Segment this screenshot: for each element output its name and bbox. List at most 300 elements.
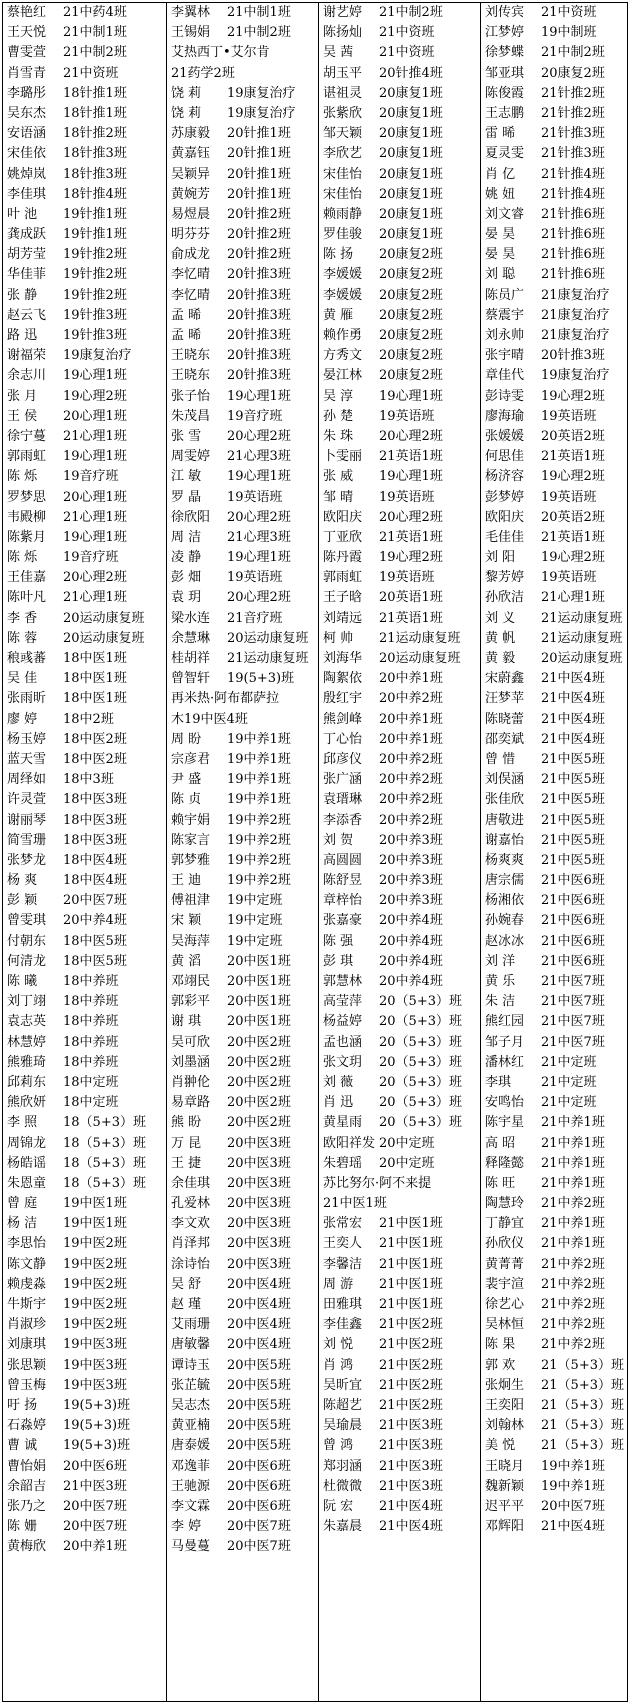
table-row: [481, 629, 627, 649]
student-name: 王 迪: [171, 873, 202, 889]
table-row: [319, 992, 480, 1012]
student-name: 谭诗玉: [171, 1357, 211, 1373]
table-row: [167, 1113, 318, 1133]
student-name: 陈舒昱: [323, 873, 363, 889]
class-name: 21中医3班: [379, 1478, 443, 1494]
student-name: 郭雨虹: [7, 449, 47, 465]
table-column-4: [481, 3, 627, 1701]
student-name: 张广涵: [323, 772, 363, 788]
class-name: 21英语1班: [379, 449, 443, 465]
table-row: [319, 932, 480, 952]
class-name: 21中医5班: [541, 792, 605, 808]
student-name: 曹怡娟: [7, 1458, 47, 1474]
table-row: [3, 730, 166, 750]
table-row: [319, 1315, 480, 1335]
class-name: 20中医5班: [227, 1377, 291, 1393]
student-name: 江梦婷: [485, 25, 525, 41]
table-row: [167, 1396, 318, 1416]
student-name: 蔡震宇: [485, 307, 525, 323]
class-name: 21康复治疗: [541, 307, 610, 323]
student-name: 彭 颖: [7, 893, 38, 909]
table-row: [319, 1255, 480, 1275]
table-row: [167, 407, 318, 427]
table-row: [167, 932, 318, 952]
table-row: [481, 669, 627, 689]
table-row: [3, 346, 166, 366]
table-row: [3, 1376, 166, 1396]
student-name: 邱莉东: [7, 1074, 47, 1090]
class-name: 20中养3班: [379, 832, 443, 848]
table-row: [481, 1477, 627, 1497]
class-name: 21针推6班: [541, 267, 605, 283]
table-row: [481, 1214, 627, 1234]
table-row: [319, 730, 480, 750]
table-row: [481, 144, 627, 164]
student-name: 郑羽涵: [323, 1458, 363, 1474]
table-row: [167, 1174, 318, 1194]
student-name: 周绎如: [7, 772, 47, 788]
table-row: [481, 1234, 627, 1254]
student-name: 吴东杰: [7, 105, 47, 121]
class-name: 19英语班: [379, 489, 435, 505]
student-name: 袁瑨琳: [323, 792, 363, 808]
class-name: 21中定班: [541, 1054, 597, 1070]
student-name: 艾雨珊: [171, 1317, 211, 1333]
class-name: 21英语1班: [541, 449, 605, 465]
student-name: 宋佳依: [7, 146, 47, 162]
student-name: 彭 畑: [171, 570, 202, 586]
student-name: 陈家言: [171, 832, 211, 848]
class-name: 21中养1班: [541, 1155, 605, 1171]
class-name: 20康复1班: [379, 146, 443, 162]
class-name: 20中养4班: [379, 933, 443, 949]
student-name: 李添香: [323, 812, 363, 828]
table-row: [481, 891, 627, 911]
class-name: 21中定班: [541, 1074, 597, 1090]
student-name: 张思颖: [7, 1357, 47, 1373]
table-row: [3, 245, 166, 265]
student-name: 李欣艺: [323, 146, 363, 162]
class-name: 21中药4班: [63, 5, 127, 20]
class-name: 21中医5班: [541, 852, 605, 868]
table-row: [319, 1356, 480, 1376]
student-name: 朱茂昌: [171, 408, 211, 424]
class-name: 20心理2班: [63, 570, 127, 586]
student-name: 唐宗儒: [485, 873, 525, 889]
class-name: 19英语班: [541, 570, 597, 586]
student-name: 陶絮依: [323, 671, 363, 687]
student-name: 李 香: [7, 610, 38, 626]
student-name: 孟 晞: [171, 328, 202, 343]
table-row: [167, 508, 318, 528]
table-row: [319, 1376, 480, 1396]
table-row: [167, 790, 318, 810]
student-name: 曹 诚: [7, 1438, 38, 1454]
class-name: 20心理2班: [227, 509, 291, 525]
student-name: 刘文睿: [485, 206, 525, 222]
class-name: 20中医3班: [227, 1236, 291, 1252]
table-row: [167, 548, 318, 568]
student-name: 王子晗: [323, 590, 363, 606]
student-name: 晏 昊: [485, 247, 516, 263]
table-row: [167, 528, 318, 548]
table-row: [481, 1416, 627, 1436]
class-name: 20针推3班: [541, 348, 605, 364]
table-row: [481, 1497, 627, 1517]
class-name: 21针推6班: [541, 227, 605, 243]
table-row: [167, 265, 318, 285]
table-row: [3, 831, 166, 851]
class-name: 19(5+3)班: [63, 1418, 131, 1434]
table-row: [481, 1275, 627, 1295]
class-name: 21中医4班: [541, 731, 605, 747]
class-name: 21中制2班: [541, 45, 605, 61]
class-name: 19心理1班: [63, 529, 127, 545]
class-name: 20（5+3）班: [379, 1115, 462, 1131]
table-row: [481, 1012, 627, 1032]
student-name: 张雨昕: [7, 691, 47, 707]
class-name: 20中医3班: [227, 1256, 291, 1272]
table-row: [3, 225, 166, 245]
class-name: 21中医2班: [379, 1317, 443, 1333]
table-row: [3, 992, 166, 1012]
student-name: 陈 旺: [485, 1175, 516, 1191]
class-name: 21中制1班: [63, 25, 127, 41]
class-name: 19中养1班: [227, 731, 291, 747]
class-name: 21康复治疗: [541, 287, 610, 303]
table-row: [167, 1315, 318, 1335]
student-name: 蔡艳红: [7, 5, 47, 20]
class-name: 18（5+3）班: [63, 1115, 146, 1131]
class-name: 21中医3班: [63, 1478, 127, 1494]
class-name: 20中医2班: [227, 1054, 291, 1070]
table-row: [3, 407, 166, 427]
student-name: 邓翊民: [171, 974, 211, 989]
class-name: 21中医2班: [379, 1357, 443, 1373]
class-name: 18中医5班: [63, 953, 127, 969]
table-row: [319, 43, 480, 63]
table-row: [481, 1194, 627, 1214]
table-row: [3, 3, 166, 23]
table-row: [167, 952, 318, 972]
student-name: 杨湘依: [485, 893, 525, 909]
table-row: [3, 1033, 166, 1053]
class-name: 21（5+3）班: [541, 1397, 624, 1413]
table-row: [167, 447, 318, 467]
table-row: [481, 427, 627, 447]
class-name: 21中医1班: [379, 1276, 443, 1292]
student-name: 王锡娟: [171, 25, 211, 41]
student-name: 肖 鸿: [323, 1357, 354, 1373]
class-name: 20中医3班: [227, 1196, 291, 1212]
table-row: [3, 629, 166, 649]
class-name: 21针推2班: [541, 105, 605, 121]
class-name: 21英语1班: [541, 529, 605, 545]
table-row: [167, 43, 318, 63]
student-name: 欧阳庆: [485, 509, 525, 525]
table-row: [167, 64, 318, 84]
table-row: [319, 124, 480, 144]
table-row: [481, 1033, 627, 1053]
student-name: 赖作勇: [323, 328, 363, 343]
student-name: 苏康毅: [171, 126, 211, 142]
class-name: 20康复2班: [541, 65, 605, 81]
table-row: [167, 165, 318, 185]
table-row: [319, 1517, 480, 1537]
class-name: 19中定班: [227, 913, 283, 929]
table-row: [3, 508, 166, 528]
student-name: 曾 庭: [7, 1196, 38, 1212]
student-name: 周 洁: [171, 529, 202, 545]
class-name: 19中医2班: [63, 1276, 127, 1292]
class-name: 20心理2班: [379, 428, 443, 444]
class-name: 20针推1班: [227, 146, 291, 162]
class-name: 20中医7班: [227, 1539, 291, 1555]
table-row: [481, 568, 627, 588]
table-row: [319, 790, 480, 810]
table-row: [3, 851, 166, 871]
class-name: 21中养2班: [541, 1256, 605, 1272]
class-name: 19中医2班: [63, 1236, 127, 1252]
student-name: 卜雯丽: [323, 449, 363, 465]
table-row: [3, 104, 166, 124]
table-row: [167, 609, 318, 629]
class-name: 21中资班: [63, 65, 119, 81]
class-name: 18中医3班: [63, 792, 127, 808]
table-row: [167, 1356, 318, 1376]
class-name: 18中医4班: [63, 873, 127, 889]
table-row: [167, 588, 318, 608]
student-name: 陈扬灿: [323, 25, 363, 41]
student-name: 叶 池: [7, 206, 38, 222]
student-name: 谌祖灵: [323, 85, 363, 101]
student-name: 饶 莉: [171, 85, 202, 101]
student-name: 刘 贺: [323, 832, 354, 848]
student-name: 余韶吉: [7, 1478, 47, 1494]
table-row: [167, 124, 318, 144]
table-row: [3, 669, 166, 689]
table-row: [481, 1255, 627, 1275]
class-name: 19英语班: [379, 408, 435, 424]
student-name: 王驰源: [171, 1478, 211, 1494]
class-name: 19中养1班: [541, 1478, 605, 1494]
class-name: 21中医1班: [379, 1297, 443, 1312]
student-name: 郭 欢: [485, 1357, 516, 1373]
class-name: 20中医4班: [227, 1337, 291, 1353]
class-name: 19心理1班: [227, 388, 291, 404]
student-name: 陈晓蕾: [485, 711, 525, 727]
table-row: [481, 1396, 627, 1416]
student-name: 彭 琪: [323, 953, 354, 969]
student-name: 黄星雨: [323, 1115, 363, 1131]
table-row: [3, 1174, 166, 1194]
table-row: [319, 588, 480, 608]
table-row: [319, 851, 480, 871]
class-name: 19音疗班: [227, 408, 283, 424]
table-row: [167, 326, 318, 346]
table-row: [167, 1497, 318, 1517]
table-row: [481, 1517, 627, 1537]
table-row: [167, 1275, 318, 1295]
student-name: 曾雯琪: [7, 913, 47, 929]
student-name: 徐宁蔓: [7, 428, 47, 444]
table-row: [481, 831, 627, 851]
table-row: [319, 326, 480, 346]
class-name: 21中医7班: [541, 1014, 605, 1030]
table-row: [481, 124, 627, 144]
table-row: [481, 528, 627, 548]
class-name: 21中资班: [379, 45, 435, 61]
student-name: 彭梦婷: [485, 489, 525, 505]
table-row: [319, 1174, 480, 1194]
table-row: [481, 407, 627, 427]
class-name: 18针推1班: [63, 105, 127, 121]
table-row: [481, 1134, 627, 1154]
class-name: 20针推3班: [227, 328, 291, 343]
table-row: [319, 387, 480, 407]
class-name: 18中2班: [63, 711, 114, 727]
class-name: 19针推2班: [63, 287, 127, 303]
class-name: 21运动康复班: [541, 630, 623, 646]
student-name: 吴海萍: [171, 933, 211, 949]
table-row: [481, 609, 627, 629]
table-row: [319, 1335, 480, 1355]
class-name: 20中医7班: [227, 1519, 291, 1535]
student-name: 石淼婷: [7, 1418, 47, 1434]
student-name: 陈 蓉: [7, 630, 38, 646]
class-name: 21运动康复班: [227, 651, 309, 666]
class-name: 20中医1班: [227, 974, 291, 989]
table-row: [167, 629, 318, 649]
table-row: [319, 144, 480, 164]
table-row: [481, 588, 627, 608]
table-row: [3, 1154, 166, 1174]
student-name: 肖泽邦: [171, 1236, 211, 1252]
table-row: [481, 245, 627, 265]
student-name: 王晓东: [171, 368, 211, 384]
table-row: [3, 750, 166, 770]
student-name: 黄梅欣: [7, 1539, 47, 1555]
table-row: [319, 508, 480, 528]
table-row: [319, 649, 480, 669]
table-row: [167, 1255, 318, 1275]
table-row: [319, 891, 480, 911]
table-row: [3, 710, 166, 730]
class-name: 21中医4班: [541, 1519, 605, 1535]
class-name: 19中医3班: [63, 1377, 127, 1393]
class-name: 20（5+3）班: [379, 1074, 462, 1090]
table-row: [3, 1012, 166, 1032]
class-name: 20康复2班: [379, 368, 443, 384]
student-name: 孙婉春: [485, 913, 525, 929]
student-name: 唐敏馨: [171, 1337, 211, 1353]
class-name: 20中医1班: [227, 1014, 291, 1030]
student-name: 李文欢: [171, 1216, 211, 1232]
student-name: 简雪珊: [7, 832, 47, 848]
student-name: 刘 聪: [485, 267, 516, 283]
student-name: 华佳菲: [7, 267, 47, 283]
class-name: 19心理1班: [63, 368, 127, 384]
table-row: [3, 1113, 166, 1133]
class-name: 20中医3班: [227, 1216, 291, 1232]
table-row: [3, 286, 166, 306]
student-name: 吴 茜: [323, 45, 354, 61]
table-row: [167, 831, 318, 851]
student-name: 李思怡: [7, 1236, 47, 1252]
student-name: 阮 宏: [323, 1498, 354, 1514]
student-name: 龚成跃: [7, 227, 47, 243]
class-name: 19中养1班: [541, 1458, 605, 1474]
class-name: 19心理2班: [541, 388, 605, 404]
class-name: 19中医2班: [63, 1256, 127, 1272]
class-name: 20针推1班: [227, 126, 291, 142]
table-row: [3, 1537, 166, 1557]
student-name: 周 游: [323, 1276, 354, 1292]
student-name: 邹 晴: [323, 489, 354, 505]
student-name: 毛佳佳: [485, 529, 525, 545]
table-row: [319, 165, 480, 185]
table-row: [3, 1134, 166, 1154]
student-name: 刘永帅: [485, 328, 525, 343]
student-name: 美 悦: [485, 1438, 516, 1454]
table-row: [167, 1335, 318, 1355]
table-row: [481, 1093, 627, 1113]
table-row: [167, 911, 318, 931]
student-name: 张芷毓: [171, 1377, 211, 1393]
student-name: 郭梦雅: [171, 852, 211, 868]
class-name: 21中医7班: [541, 974, 605, 989]
class-name: 19中医2班: [63, 1317, 127, 1333]
class-name: 20中医7班: [63, 1519, 127, 1535]
student-name: 赖雨静: [323, 206, 363, 222]
student-name: 朱嘉晨: [323, 1519, 363, 1535]
class-name: 20康复1班: [379, 126, 443, 142]
student-name: 张子怡: [171, 388, 211, 404]
class-name: 21中医4班: [541, 691, 605, 707]
class-name: 18中医2班: [63, 751, 127, 767]
class-name: 19针推1班: [63, 206, 127, 222]
table-row: [319, 3, 480, 23]
table-row: [3, 1497, 166, 1517]
student-name: 21中医1班: [323, 1196, 387, 1212]
student-name: 张媛媛: [485, 428, 525, 444]
student-name: 李佳鑫: [323, 1317, 363, 1333]
class-name: 21中养2班: [541, 1196, 605, 1212]
student-name: 谢福荣: [7, 348, 47, 364]
student-name: 许灵萱: [7, 792, 47, 808]
table-row: [167, 467, 318, 487]
class-name: 21中制2班: [63, 45, 127, 61]
class-name: 20中医5班: [227, 1397, 291, 1413]
class-name: 19康复治疗: [227, 105, 296, 121]
table-row: [3, 23, 166, 43]
class-name: 19英语班: [379, 570, 435, 586]
table-row: [3, 1436, 166, 1456]
class-name: 21针推6班: [541, 206, 605, 222]
student-name: 余慧琳: [171, 630, 211, 646]
student-name: 张炯生: [485, 1377, 525, 1393]
table-row: [481, 1376, 627, 1396]
table-row: [3, 1517, 166, 1537]
table-row: [167, 144, 318, 164]
student-name: 张 雪: [171, 428, 202, 444]
class-name: 19英语班: [541, 408, 597, 424]
student-name: 邱彦仪: [323, 751, 363, 767]
table-row: [3, 1315, 166, 1335]
class-name: 20针推4班: [379, 65, 443, 81]
student-name: 陈超艺: [323, 1397, 363, 1413]
table-row: [319, 23, 480, 43]
